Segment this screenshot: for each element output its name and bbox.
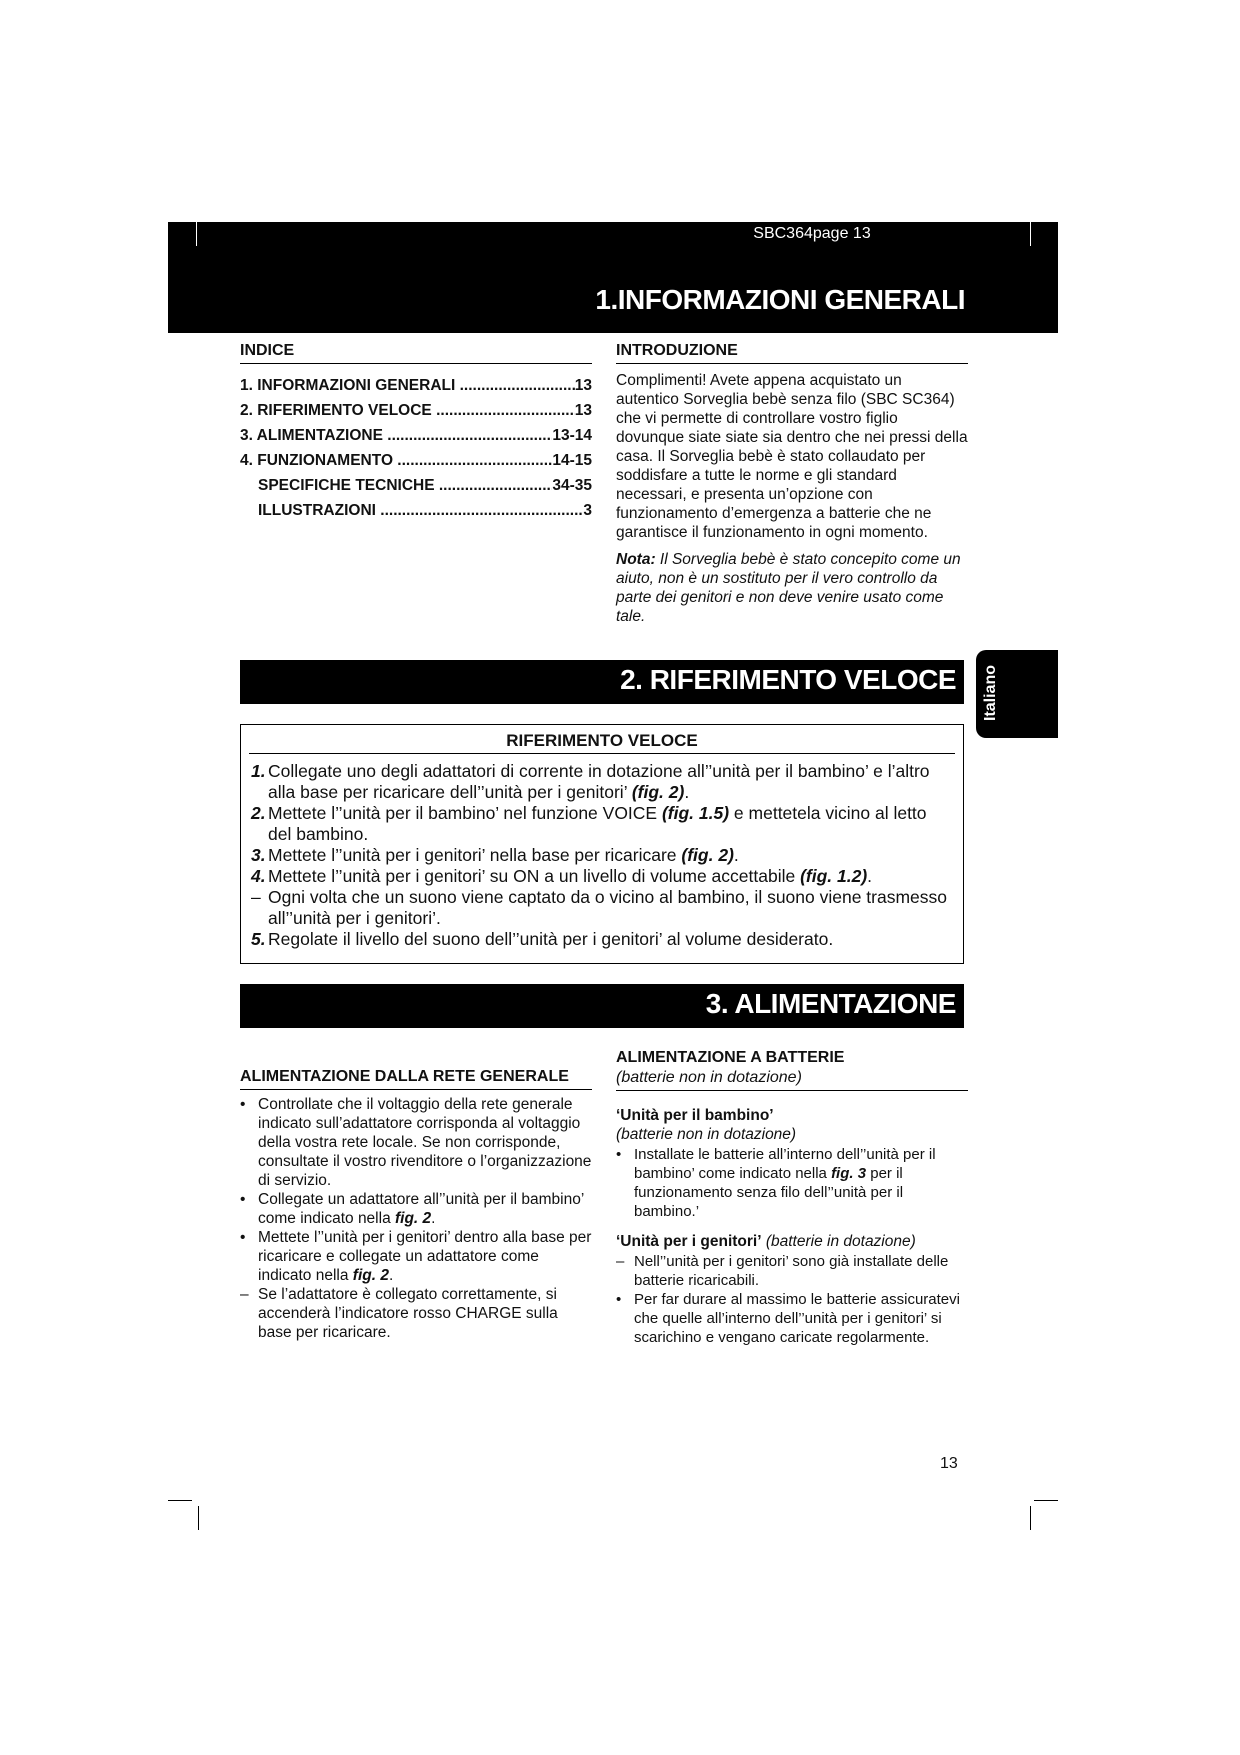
bullet-mark: • [616, 1291, 622, 1308]
page-reference: SBC364page 13 [753, 225, 871, 242]
introduzione-note [616, 550, 968, 626]
crop-mark-bottom-right [1030, 1506, 1031, 1530]
toc-page: 13 [574, 402, 592, 419]
bullet-text: Collegate un adattatore all’’unità per il bambino’ come indicato nella [258, 1191, 584, 1227]
toc-label: ILLUSTRAZIONI ..... [258, 498, 583, 523]
genitori-heading [616, 1232, 968, 1251]
bullet-text-end: per il funzionamento senza filo dell’’unità per il bambino.’ [634, 1165, 904, 1220]
quick-reference-step [251, 761, 951, 803]
quick-reference-step [251, 866, 951, 887]
rete-title: ALIMENTAZIONE DALLA RETE GENERALE [240, 1067, 592, 1090]
toc-page: 3 [583, 502, 592, 519]
bullet-text: Installate le batterie all’interno dell’’unità per il bambino’ come indicato nella [634, 1146, 936, 1182]
step-text-end: e mettetela vicino al letto del bambino. [268, 803, 927, 844]
step-text: Mettete l’’unità per il bambino’ nel funzione VOICE [268, 803, 662, 823]
step-number: 2. [251, 803, 266, 823]
figure-ref: (fig. 1.2) [800, 866, 868, 886]
toc-page: 13 [574, 377, 592, 394]
toc-page: 14-15 [552, 452, 592, 469]
batterie-subtitle: (batterie non in dotazione) [616, 1069, 802, 1086]
section-2-bar [240, 660, 964, 704]
introduzione-text: Complimenti! Avete appena acquistato un autentico Sorveglia bebè senza filo (SBC SC364) che vi permette di controllare vostro figlio dovunque siate siate sia dentro che nei pressi della casa. Il Sorveglia bebè è stato collaudato per soddisfare a tutte le norme e gli standard necessari, e presenta un’opzione con funzionamento d’emergenza a batterie che ne garantisce il funzionamento in ogni momento. [616, 372, 968, 541]
section-1-title: 1.INFORMAZIONI GENERALI [595, 284, 965, 315]
toc-row[interactable] [240, 448, 592, 473]
step-number: 1. [251, 761, 266, 781]
figure-ref: (fig. 1.5) [661, 803, 730, 823]
page-number: 13 [940, 1455, 958, 1472]
header-band [168, 222, 1058, 333]
step-number: 3. [251, 845, 266, 865]
language-tab-label: Italiano [982, 665, 999, 722]
crop-mark-bottom-left-h [168, 1500, 192, 1501]
toc-row[interactable] [240, 398, 592, 423]
bullet-text-end: . [388, 1267, 394, 1284]
figure-ref: (fig. 2) [631, 782, 685, 802]
bambino-heading [616, 1106, 968, 1144]
bullet-text-end: . [431, 1210, 436, 1227]
bambino-title: ‘Unità per il bambino’ [616, 1107, 774, 1124]
step-text: Ogni volta che un suono viene captato da o vicino al bambino, il suono viene trasmesso all’’unità per i genitori’. [268, 887, 948, 928]
genitori-bullet [616, 1290, 968, 1347]
indice-title: INDICE [240, 341, 592, 364]
section-3-bar [240, 984, 964, 1028]
quick-reference-box [240, 724, 964, 964]
step-dash: – [251, 887, 261, 907]
quick-reference-step [251, 845, 951, 866]
toc-label: 1. INFORMAZIONI GENERALI ..... [240, 373, 575, 398]
step-text: Mettete l’’unità per i genitori’ nella base per ricaricare [268, 845, 682, 865]
figure-ref: (fig. 2) [681, 845, 734, 865]
bambino-subtitle: (batterie non in dotazione) [616, 1126, 797, 1143]
bullet-mark: • [240, 1229, 246, 1246]
quick-reference-step [251, 887, 951, 929]
step-text: Regolate il livello del suono dell’’unità per i genitori’ al volume desiderato. [268, 929, 834, 949]
step-text: Collegate uno degli adattatori di corrente in dotazione all’’unità per il bambino’ e l’altro alla base per ricaricare dell’’unità per i genitori’ [268, 761, 930, 802]
rete-bullet [240, 1228, 592, 1285]
bullet-mark: – [616, 1253, 625, 1270]
bullet-mark: – [240, 1286, 249, 1303]
bullet-text: Mettete l’’unità per i genitori’ dentro alla base per ricaricare e collegate un adattatore come indicato nella [258, 1229, 592, 1284]
step-text-end: . [867, 866, 873, 886]
toc-label: 4. FUNZIONAMENTO ..... [240, 448, 552, 473]
bullet-mark: • [240, 1191, 246, 1208]
note-label: Nota: [616, 551, 656, 568]
introduzione-title: INTRODUZIONE [616, 341, 968, 364]
quick-reference-step [251, 929, 951, 950]
bambino-bullet [616, 1145, 956, 1221]
step-text: Mettete l’’unità per i genitori’ su ON a un livello di volume accettabile [268, 866, 801, 886]
crop-mark-bottom-right-h [1034, 1500, 1058, 1501]
batterie-title [616, 1048, 968, 1091]
crop-mark-band-right [1030, 222, 1031, 246]
step-text-end: . [684, 782, 690, 802]
quick-reference-title: RIFERIMENTO VELOCE [249, 729, 955, 754]
figure-ref: fig. 3 [831, 1165, 867, 1182]
genitori-subtitle: (batterie in dotazione) [761, 1233, 916, 1250]
toc-row[interactable] [258, 473, 592, 498]
toc-label: 3. ALIMENTAZIONE ..... [240, 423, 552, 448]
bullet-mark: • [240, 1096, 246, 1113]
figure-ref: fig. 2 [352, 1267, 389, 1284]
step-number: 5. [251, 929, 266, 949]
genitori-title: ‘Unità per i genitori’ [616, 1233, 762, 1250]
crop-mark-bottom-left [198, 1506, 199, 1530]
section-3-title: 3. ALIMENTAZIONE [705, 988, 956, 1019]
toc-page: 34-35 [552, 477, 592, 494]
crop-mark-band-left [196, 222, 197, 246]
batterie-heading: ALIMENTAZIONE A BATTERIE [616, 1049, 845, 1066]
toc-row[interactable] [240, 373, 592, 398]
rete-bullet [240, 1095, 592, 1190]
bullet-text: Nell’’unità per i genitori’ sono già installate delle batterie ricaricabili. [634, 1253, 949, 1289]
bullet-mark: • [616, 1146, 622, 1163]
bullet-text: Se l’adattatore è collegato correttamente, si accenderà l’indicatore rosso CHARGE sulla base per ricaricare. [258, 1286, 558, 1341]
step-number: 4. [251, 866, 266, 886]
bullet-text: Controllate che il voltaggio della rete generale indicato sull’adattatore corrisponda al voltaggio della vostra rete locale. Se non corrisponde, consultate il vostro rivenditore o l’organizzazione di servizio. [258, 1096, 592, 1189]
language-tab[interactable] [976, 650, 1058, 738]
step-text-end: . [733, 845, 739, 865]
toc-row[interactable] [258, 498, 592, 523]
note-text: Il Sorveglia bebè è stato concepito come un aiuto, non è un sostituto per il vero controllo da parte dei genitori e non deve venire usato come tale. [616, 551, 961, 625]
bullet-text: Per far durare al massimo le batterie assicuratevi che quelle all’interno dell’’unità per i genitori’ si scarichino e vengano caricate regolarmente. [634, 1291, 960, 1346]
rete-bullet [240, 1285, 592, 1342]
rete-bullet [240, 1190, 592, 1228]
quick-reference-step [251, 803, 951, 845]
figure-ref: fig. 2 [395, 1210, 432, 1227]
toc-row[interactable] [240, 423, 592, 448]
toc-label: SPECIFICHE TECNICHE ..... [258, 473, 552, 498]
toc-page: 13-14 [552, 427, 592, 444]
toc-label: 2. RIFERIMENTO VELOCE ..... [240, 398, 575, 423]
section-2-title: 2. RIFERIMENTO VELOCE [620, 664, 956, 695]
genitori-bullet [616, 1252, 968, 1290]
